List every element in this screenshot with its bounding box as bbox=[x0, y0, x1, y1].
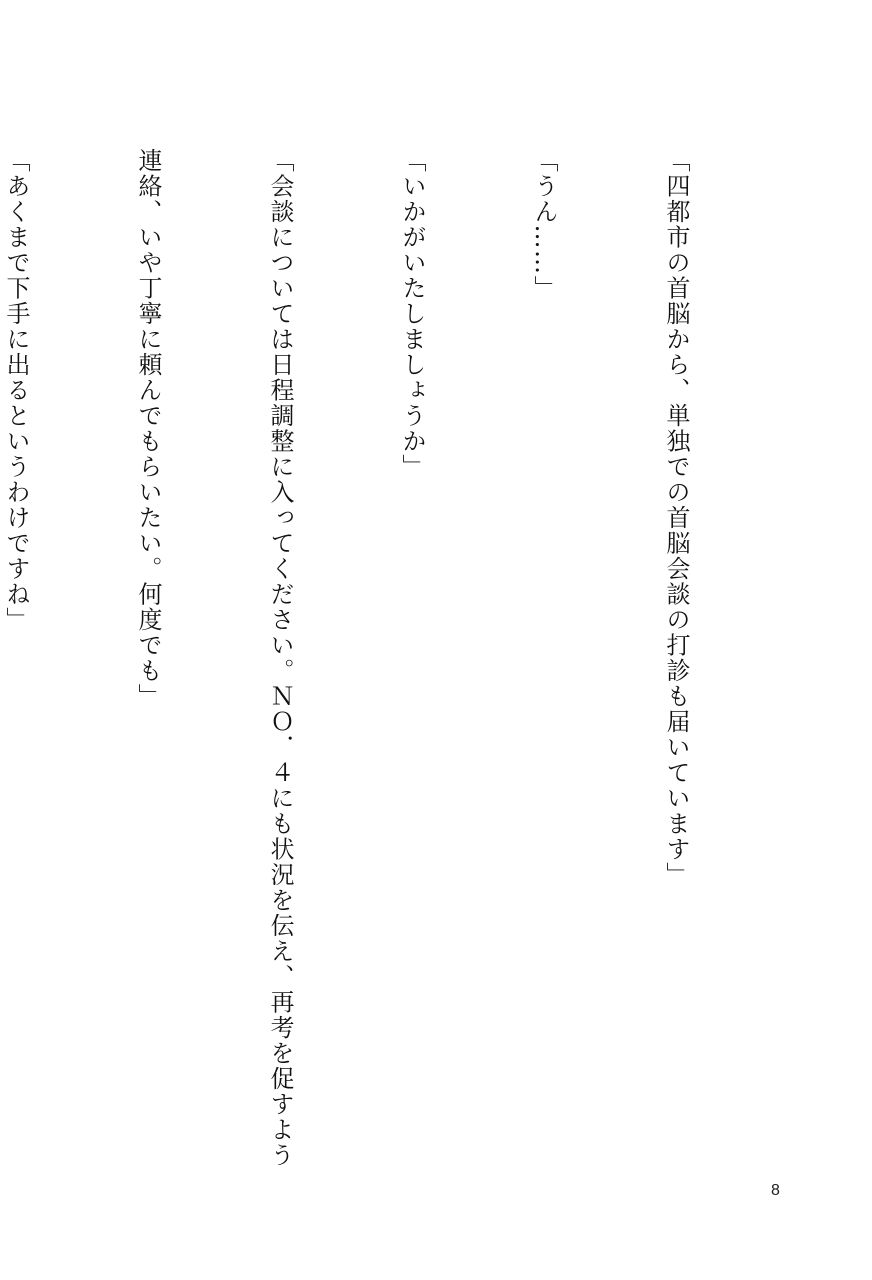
vertical-text-body bbox=[0, 148, 786, 1168]
text-line: 「うん……」 bbox=[530, 148, 558, 301]
text-line: 連絡、いや丁寧に頼んでもらいたい。何度でも」 bbox=[134, 148, 162, 709]
text-line: 「四都市の首脳から、単独での首脳会談の打診も届いています」 bbox=[662, 148, 690, 888]
text-line: 「あくまで下手に出るというわけですね」 bbox=[2, 148, 30, 633]
text-line: 「会談については日程調整に入ってください。ＮＯ．４にも状況を伝え、再考を促すよう bbox=[266, 148, 294, 1168]
text-line: 「いかがいたしましょうか」 bbox=[398, 148, 426, 480]
page-number: 8 bbox=[771, 1182, 780, 1199]
